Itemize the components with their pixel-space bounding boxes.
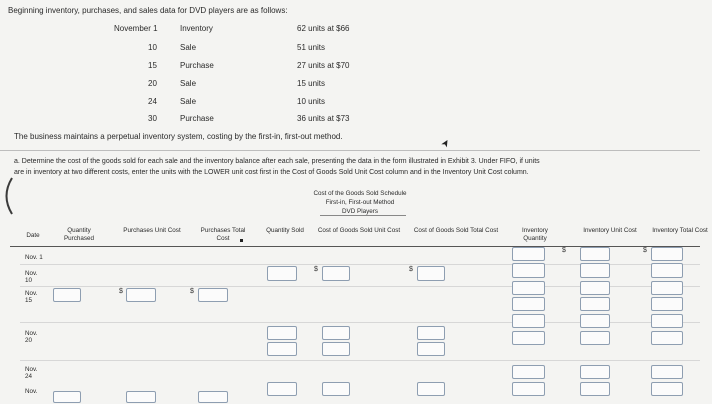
inventory-unit-cost-input[interactable]	[580, 382, 610, 396]
inventory-unit-cost-input[interactable]	[580, 281, 610, 295]
quantity-purchased-input[interactable]	[53, 391, 81, 403]
cogs-unit-cost-input[interactable]	[322, 266, 350, 281]
row-date: 24	[148, 97, 157, 106]
column-header-cogs-total-cost: Cost of Goods Sold Total Cost	[413, 227, 499, 234]
inventory-unit-cost-input[interactable]	[580, 263, 610, 278]
column-header-cogs-unit-cost: Cost of Goods Sold Unit Cost	[317, 227, 401, 234]
purchases-unit-cost-input[interactable]	[126, 288, 156, 302]
inventory-quantity-input[interactable]	[512, 247, 545, 261]
inventory-unit-cost-input[interactable]	[580, 314, 610, 328]
row-detail: 36 units at $73	[297, 114, 350, 123]
cogs-total-cost-input[interactable]	[417, 266, 445, 281]
row-date-label: Nov.	[25, 388, 38, 395]
row-type: Sale	[180, 43, 197, 52]
inventory-quantity-input[interactable]	[512, 297, 545, 311]
inventory-total-cost-input[interactable]	[651, 331, 683, 345]
row-type: Purchase	[180, 61, 214, 70]
column-header-inventory-total-cost: Inventory Total Cost	[652, 227, 708, 234]
row-date: 20	[148, 79, 157, 88]
scroll-left-arrow-icon[interactable]	[0, 176, 14, 216]
quantity-sold-input[interactable]	[267, 266, 297, 281]
inventory-total-cost-input[interactable]	[651, 297, 683, 311]
currency-symbol: $	[119, 288, 123, 295]
column-header-inventory-quantity: Inventory Quantity	[522, 227, 548, 242]
inventory-unit-cost-input[interactable]	[580, 365, 610, 379]
quantity-sold-input[interactable]	[267, 382, 297, 396]
question-line-1: a. Determine the cost of the goods sold for each sale and the inventory balance after each sale, presenting the data in the form illustrated in Exhibit 3. Under FIFO, if units	[14, 158, 540, 165]
row-date-label: Nov. 10	[25, 270, 38, 284]
cogs-unit-cost-input[interactable]	[322, 382, 350, 396]
schedule-title: Cost of the Goods Sold Schedule	[313, 190, 407, 197]
row-date-label: Nov. 1	[25, 254, 43, 261]
row-type: Sale	[180, 97, 197, 106]
purchases-unit-cost-input[interactable]	[126, 391, 156, 403]
row-detail: 10 units	[297, 97, 326, 106]
inventory-unit-cost-input[interactable]	[580, 297, 610, 311]
column-header-purchases-unit-cost: Purchases Unit Cost	[123, 227, 181, 234]
column-header-purchases-total-cost: Purchases Total Cost	[200, 227, 246, 242]
inventory-total-cost-input[interactable]	[651, 247, 683, 261]
quantity-purchased-input[interactable]	[53, 288, 81, 302]
inventory-total-cost-input[interactable]	[651, 314, 683, 328]
column-header-date: Date	[26, 232, 40, 239]
currency-symbol: $	[643, 247, 647, 254]
column-header-inventory-unit-cost: Inventory Unit Cost	[583, 227, 637, 234]
divider	[0, 150, 700, 151]
cogs-total-cost-input[interactable]	[417, 382, 445, 396]
intro-text: Beginning inventory, purchases, and sales data for DVD players are as follows:	[8, 6, 288, 15]
purchases-total-cost-input[interactable]	[198, 391, 228, 403]
row-detail: 51 units	[297, 43, 326, 52]
row-date: 30	[148, 114, 157, 123]
row-type: Inventory	[180, 24, 213, 33]
question-line-2: are in inventory at two different costs, enter the units with the LOWER unit cost first in the Cost of Goods Sold Unit Cost column and in the Inventory Unit Cost column.	[14, 169, 529, 176]
quantity-sold-input[interactable]	[267, 342, 297, 356]
row-detail: 62 units at $66	[297, 24, 350, 33]
cogs-total-cost-input[interactable]	[417, 342, 445, 356]
row-date-label: Nov. 20	[25, 330, 38, 344]
purchases-total-cost-input[interactable]	[198, 288, 228, 302]
inventory-total-cost-input[interactable]	[651, 365, 683, 379]
row-type: Purchase	[180, 114, 214, 123]
cogs-unit-cost-input[interactable]	[322, 342, 350, 356]
inventory-total-cost-input[interactable]	[651, 263, 683, 278]
cogs-unit-cost-input[interactable]	[322, 326, 350, 340]
inventory-total-cost-input[interactable]	[651, 382, 683, 396]
column-header-quantity-purchased: Quantity Purchased	[63, 227, 95, 242]
inventory-quantity-input[interactable]	[512, 365, 545, 379]
currency-symbol: $	[314, 266, 318, 273]
inventory-unit-cost-input[interactable]	[580, 247, 610, 261]
inventory-quantity-input[interactable]	[512, 263, 545, 278]
inventory-quantity-input[interactable]	[512, 382, 545, 396]
method-note: The business maintains a perpetual inventory system, costing by the first-in, first-out method.	[14, 132, 343, 141]
row-date-label: Nov. 24	[25, 366, 38, 380]
row-detail: 15 units	[297, 79, 326, 88]
row-date: November 1	[114, 24, 158, 33]
inventory-unit-cost-input[interactable]	[580, 331, 610, 345]
inventory-quantity-input[interactable]	[512, 331, 545, 345]
quantity-sold-input[interactable]	[267, 326, 297, 340]
row-detail: 27 units at $70	[297, 61, 350, 70]
row-date: 10	[148, 43, 157, 52]
column-header-quantity-sold: Quantity Sold	[266, 227, 304, 234]
cogs-total-cost-input[interactable]	[417, 326, 445, 340]
row-date: 15	[148, 61, 157, 70]
mouse-cursor-icon: ➤	[439, 137, 454, 150]
inventory-quantity-input[interactable]	[512, 281, 545, 295]
schedule-product: DVD Players	[341, 208, 379, 215]
marker-dot	[240, 239, 243, 242]
row-divider	[20, 360, 700, 361]
currency-symbol: $	[190, 288, 194, 295]
title-underline	[320, 215, 406, 216]
inventory-quantity-input[interactable]	[512, 314, 545, 328]
row-date-label: Nov. 15	[25, 290, 38, 304]
row-type: Sale	[180, 79, 197, 88]
currency-symbol: $	[562, 247, 566, 254]
inventory-total-cost-input[interactable]	[651, 281, 683, 295]
schedule-subtitle: First-in, First-out Method	[325, 199, 395, 206]
currency-symbol: $	[409, 266, 413, 273]
